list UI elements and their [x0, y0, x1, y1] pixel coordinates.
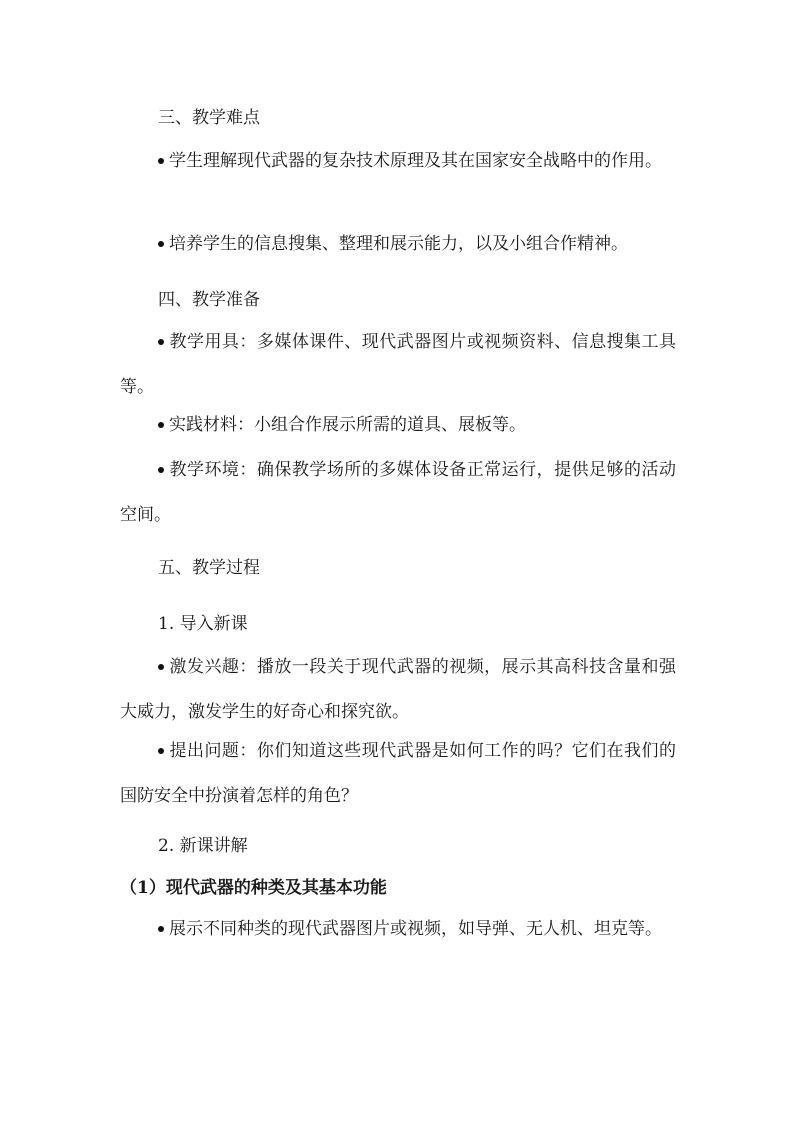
list-item: 教学用具：多媒体课件、现代武器图片或视频资料、信息搜集工具等。 — [120, 332, 676, 397]
bullet-icon — [158, 241, 164, 247]
list-item: 教学环境：确保教学场所的多媒体设备正常运行，提供足够的活动空间。 — [120, 460, 676, 525]
subsection-heading: （1）现代武器的种类及其基本功能 — [120, 878, 387, 898]
step-heading-new-lesson: 2. 新课讲解 — [158, 836, 248, 856]
list-item: 实践材料：小组合作展示所需的道具、展板等。 — [120, 403, 676, 448]
bullet-icon — [158, 158, 164, 164]
list-item: 提出问题：你们知道这些现代武器是如何工作的吗？它们在我们的国防安全中扮演着怎样的角色？ — [120, 741, 676, 806]
bullet-icon — [158, 664, 164, 670]
bullet-icon — [158, 748, 164, 754]
bullet-icon — [158, 467, 164, 473]
bullet-icon — [158, 926, 164, 932]
step-heading-intro: 1. 导入新课 — [158, 614, 248, 634]
section-heading-difficulties: 三、教学难点 — [158, 108, 260, 128]
list-item: 激发兴趣：播放一段关于现代武器的视频，展示其高科技含量和强大威力，激发学生的好奇心和探究欲。 — [120, 657, 676, 722]
section-heading-process: 五、教学过程 — [158, 558, 260, 578]
bullet-icon — [158, 422, 164, 428]
list-item: 培养学生的信息搜集、整理和展示能力，以及小组合作精神。 — [120, 222, 676, 267]
list-item: 学生理解现代武器的复杂技术原理及其在国家安全战略中的作用。 — [120, 139, 676, 184]
bullet-icon — [158, 339, 164, 345]
section-heading-preparation: 四、教学准备 — [158, 290, 260, 310]
list-item: 展示不同种类的现代武器图片或视频，如导弹、无人机、坦克等。 — [120, 907, 676, 952]
